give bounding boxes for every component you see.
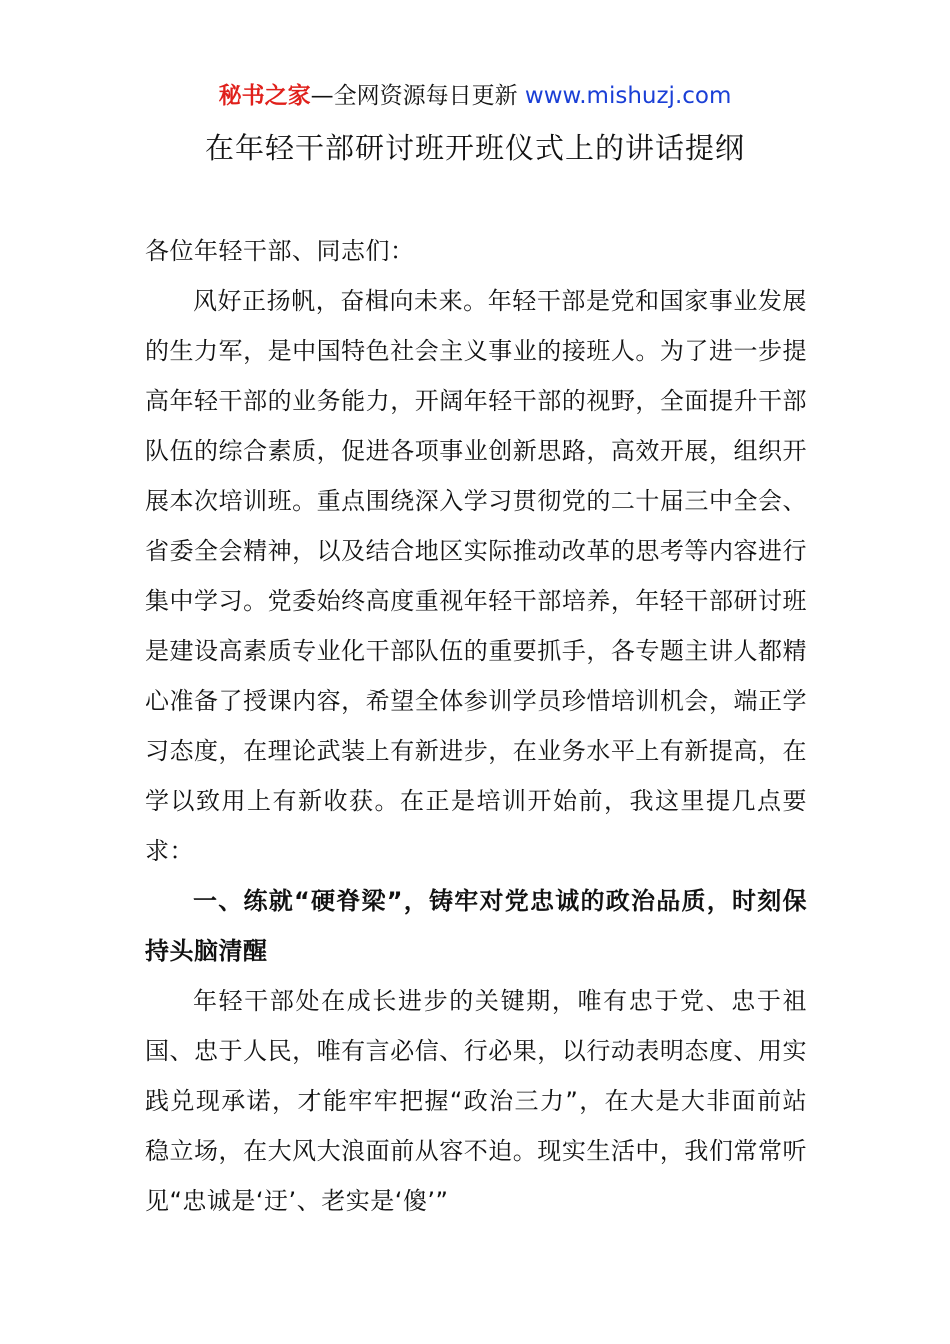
header-tagline: —全网资源每日更新 xyxy=(310,83,525,109)
site-header xyxy=(0,80,950,112)
document-body xyxy=(145,226,807,1226)
intro-paragraph: 风好正扬帆，奋楫向未来。年轻干部是党和国家事业发展的生力军，是中国特色社会主义事业的接班人。为了进一步提高年轻干部的业务能力，开阔年轻干部的视野，全面提升干部队伍的综合素质，促进各项事业创新思路，高效开展，组织开展本次培训班。重点围绕深入学习贯彻党的二十届三中全会、省委全会精神，以及结合地区实际推动改革的思考等内容进行集中学习。党委始终高度重视年轻干部培养，年轻干部研讨班是建设高素质专业化干部队伍的重要抓手，各专题主讲人都精心准备了授课内容，希望全体参训学员珍惜培训机会，端正学习态度，在理论武装上有新进步，在业务水平上有新提高，在学以致用上有新收获。在正是培训开始前，我这里提几点要求： xyxy=(145,287,807,865)
salutation: 各位年轻干部、同志们： xyxy=(145,237,415,265)
section-paragraph-1: 年轻干部处在成长进步的关键期，唯有忠于党、忠于祖国、忠于人民，唯有言必信、行必果，以行动表明态度、用实践兑现承诺，才能牢牢把握“政治三力”，在大是大非面前站稳立场，在大风大浪面前从容不迫。现实生活中，我们常常听见“忠诚是‘迂’、老实是‘傻’” xyxy=(145,987,807,1215)
site-url-link[interactable]: www.mishuzj.com xyxy=(524,83,732,109)
section-heading-1: 一、练就“硬脊梁”，铸牢对党忠诚的政治品质，时刻保持头脑清醒 xyxy=(145,887,807,965)
brand-name: 秘书之家 xyxy=(218,83,311,109)
document-title: 在年轻干部研讨班开班仪式上的讲话提纲 xyxy=(204,131,745,165)
